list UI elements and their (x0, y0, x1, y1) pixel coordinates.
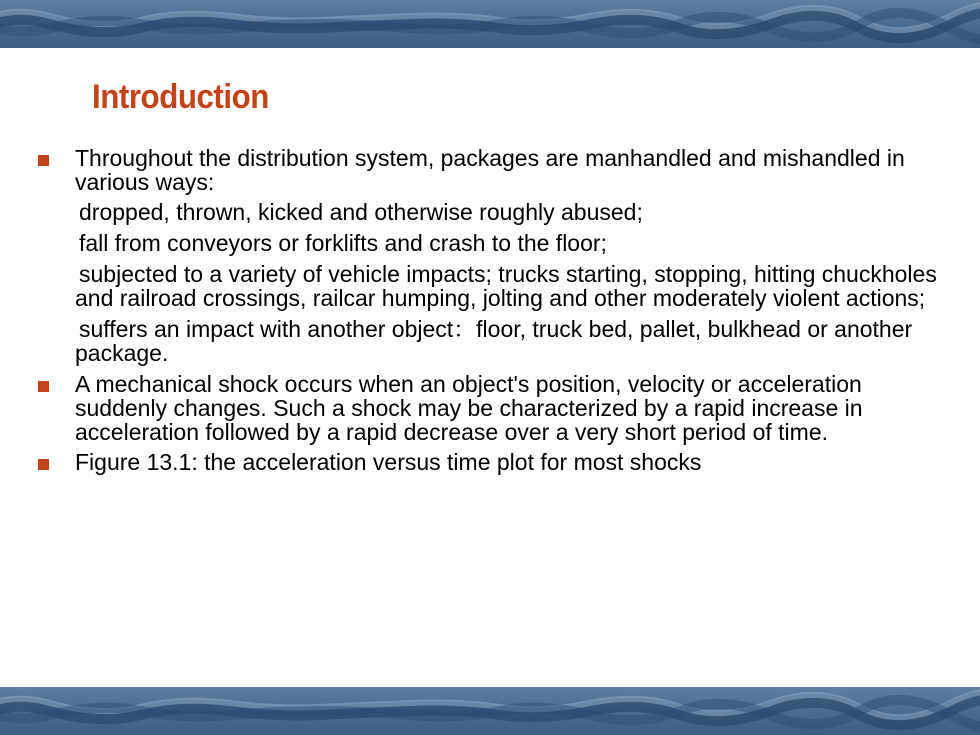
bullet-item (38, 372, 958, 444)
bullet-item (38, 450, 958, 474)
bullet-text: Throughout the distribution system, packages are manhandled and mishandled in various ways: (75, 145, 905, 195)
square-bullet-icon (38, 459, 49, 470)
wave-pattern (0, 687, 980, 735)
sub-item: dropped, thrown, kicked and otherwise roughly abused; (79, 199, 643, 225)
sub-item: fall from conveyors or forklifts and crash to the floor; (79, 230, 607, 256)
sub-item: subjected to a variety of vehicle impacts; trucks starting, stopping, hitting chuckholes and railroad crossings, railcar humping, jolting and other moderately violent actions; (75, 261, 937, 311)
bullet-text: A mechanical shock occurs when an object's position, velocity or acceleration suddenly changes. Such a shock may be characterized by a rapid increase in acceleration followed by a rapid decrease over a very short period of time. (75, 371, 863, 445)
square-bullet-icon (38, 381, 49, 392)
bullet-text: Figure 13.1: the acceleration versus time plot for most shocks (75, 449, 702, 475)
square-bullet-icon (38, 155, 49, 166)
top-decorative-band (0, 0, 980, 48)
bullet-item (38, 146, 958, 194)
slide-title: Introduction (92, 78, 269, 116)
sub-item: suffers an impact with another object：floor, truck bed, pallet, bulkhead or another package. (75, 316, 913, 366)
slide-body (38, 146, 958, 480)
bottom-decorative-band (0, 687, 980, 735)
wave-pattern (0, 0, 980, 48)
